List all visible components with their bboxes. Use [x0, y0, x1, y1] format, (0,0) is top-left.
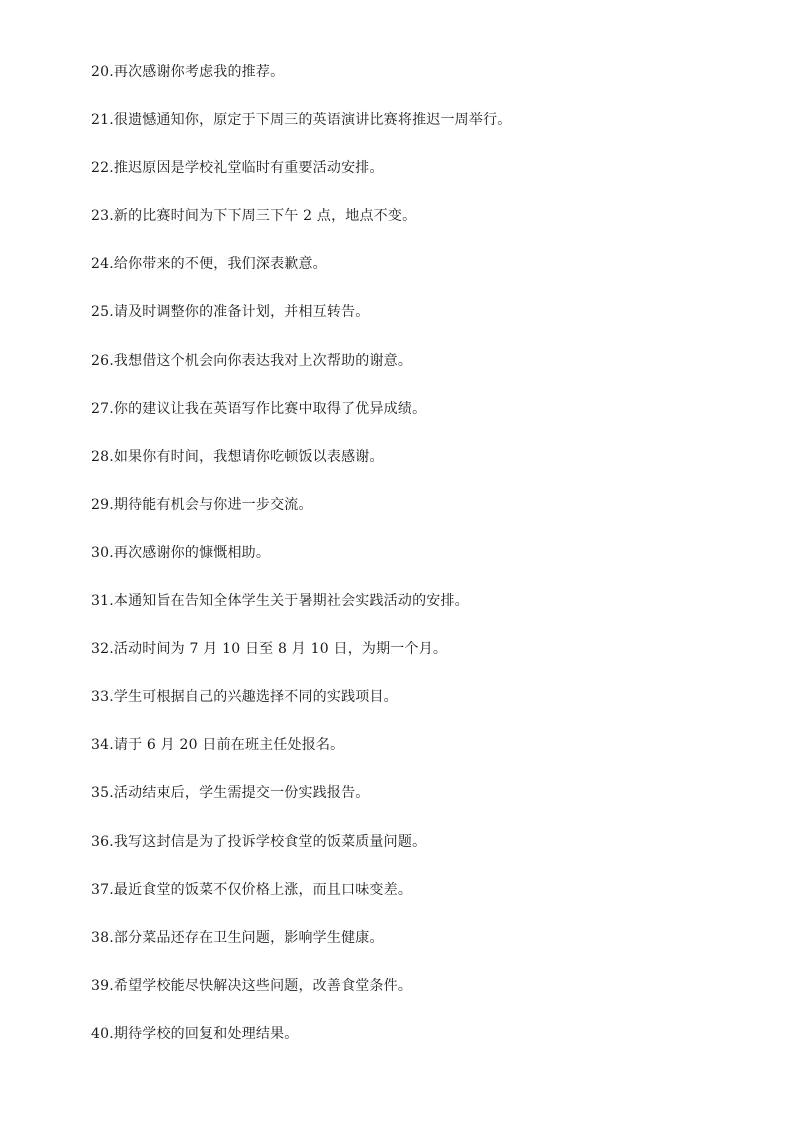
sentence-line: 22.推迟原因是学校礼堂临时有重要活动安排。	[91, 160, 384, 177]
sentence-list	[91, 60, 511, 1070]
sentence-line: 34.请于 6 月 20 日前在班主任处报名。	[91, 737, 345, 754]
sentence-line: 36.我写这封信是为了投诉学校食堂的饭菜质量问题。	[91, 833, 427, 850]
sentence-line: 30.再次感谢你的慷慨相助。	[91, 544, 271, 561]
sentence-line: 32.活动时间为 7 月 10 日至 8 月 10 日，为期一个月。	[91, 641, 448, 658]
sentence-line: 33.学生可根据自己的兴趣选择不同的实践项目。	[91, 689, 398, 706]
sentence-line: 38.部分菜品还存在卫生问题，影响学生健康。	[91, 929, 384, 946]
sentence-line: 37.最近食堂的饭菜不仅价格上涨，而且口味变差。	[91, 881, 413, 898]
sentence-line: 26.我想借这个机会向你表达我对上次帮助的谢意。	[91, 352, 413, 369]
sentence-line: 20.再次感谢你考虑我的推荐。	[91, 64, 285, 80]
sentence-line: 35.活动结束后，学生需提交一份实践报告。	[91, 785, 370, 802]
sentence-line: 25.请及时调整你的准备计划，并相互转告。	[91, 304, 370, 321]
sentence-line: 39.希望学校能尽快解决这些问题，改善食堂条件。	[91, 977, 413, 994]
sentence-line: 31.本通知旨在告知全体学生关于暑期社会实践活动的安排。	[91, 593, 469, 610]
sentence-line: 23.新的比赛时间为下下周三下午 2 点，地点不变。	[91, 208, 417, 225]
sentence-line: 40.期待学校的回复和处理结果。	[91, 1025, 299, 1042]
sentence-line: 28.如果你有时间，我想请你吃顿饭以表感谢。	[91, 448, 384, 465]
sentence-line: 21.很遗憾通知你，原定于下周三的英语演讲比赛将推迟一周举行。	[91, 112, 512, 129]
sentence-line: 27.你的建议让我在英语写作比赛中取得了优异成绩。	[91, 400, 427, 417]
sentence-line: 24.给你带来的不便，我们深表歉意。	[91, 256, 327, 273]
sentence-line: 29.期待能有机会与你进一步交流。	[91, 496, 313, 513]
